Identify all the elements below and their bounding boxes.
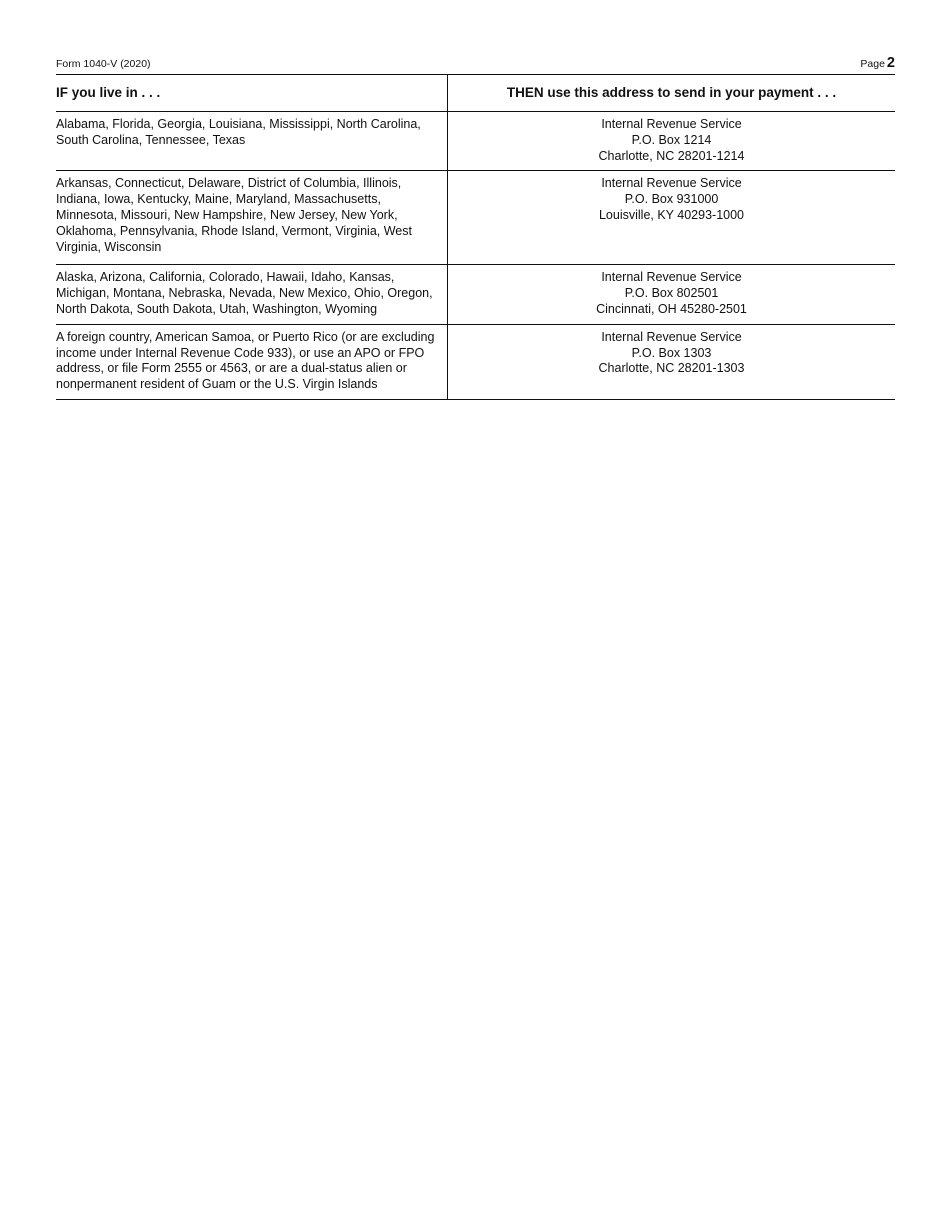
address-cell [448,324,896,399]
address-line: Cincinnati, OH 45280-2501 [596,301,747,316]
address-line: P.O. Box 1303 [631,345,712,360]
address-line: Internal Revenue Service [601,270,742,285]
page-indicator [860,57,895,70]
address-line: P.O. Box 931000 [624,192,719,207]
page-number: 2 [886,55,895,71]
address-line: Internal Revenue Service [601,117,742,131]
states-cell: Alaska, Arizona, California, Colorado, Hawaii, Idaho, Kansas, Michigan, Montana, Nebraska, Nevada, New Mexico, Ohio, Oregon, North Dakota, South Dakota, Utah, Washington, Wyoming [56,265,448,324]
page-label: Page [860,58,885,70]
address-line: Internal Revenue Service [601,329,742,344]
column-header-residence: IF you live in . . . [56,75,448,112]
mailing-address-table [56,74,895,400]
table-row [56,324,895,399]
form-id: Form 1040-V (2020) [56,58,151,70]
address-cell [448,112,896,171]
table-header-row [56,75,895,112]
column-header-address: THEN use this address to send in your payment . . . [448,75,896,112]
address-line: P.O. Box 1214 [631,132,712,147]
address-line: P.O. Box 802501 [624,286,719,301]
page-header [56,54,895,72]
states-cell: Alabama, Florida, Georgia, Louisiana, Mississippi, North Carolina, South Carolina, Tennessee, Texas [56,112,448,171]
address-cell [448,265,896,324]
address-cell [448,171,896,265]
table-row [56,171,895,265]
table-row [56,112,895,171]
address-line: Internal Revenue Service [601,176,742,191]
table-row [56,265,895,324]
address-line: Charlotte, NC 28201-1214 [598,148,745,163]
states-cell: A foreign country, American Samoa, or Puerto Rico (or are excluding income under Internal Revenue Code 933), or use an APO or FPO address, or file Form 2555 or 4563, or are a dual-status alien or nonpermanent resident of Guam or the U.S. Virgin Islands [56,324,448,399]
states-cell: Arkansas, Connecticut, Delaware, District of Columbia, Illinois, Indiana, Iowa, Kentucky, Maine, Maryland, Massachusetts, Minnesota, Missouri, New Hampshire, New Jersey, New York, Oklahoma, Pennsylvania, Rhode Island, Vermont, Virginia, West Virginia, Wisconsin [56,171,448,265]
address-line: Charlotte, NC 28201-1303 [598,361,745,376]
address-line: Louisville, KY 40293-1000 [598,207,744,222]
